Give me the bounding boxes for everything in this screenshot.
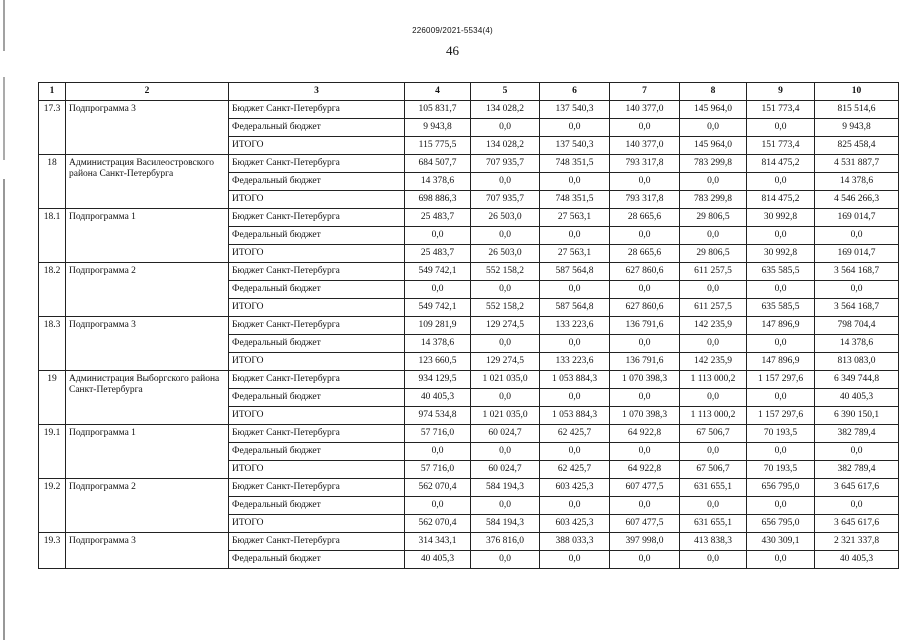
amount-cell: 14 378,6 (405, 173, 471, 191)
amount-cell: 30 992,8 (747, 209, 815, 227)
amount-cell: 57 716,0 (405, 425, 471, 443)
amount-cell: 140 377,0 (610, 101, 680, 119)
column-header: 2 (66, 83, 229, 101)
amount-cell: 151 773,4 (747, 137, 815, 155)
amount-cell: 0,0 (610, 281, 680, 299)
program-name: Подпрограмма 2 (66, 263, 229, 317)
row-number: 18.1 (39, 209, 66, 263)
amount-cell: 64 922,8 (610, 461, 680, 479)
amount-cell: 376 816,0 (471, 533, 540, 551)
amount-cell: 631 655,1 (680, 479, 747, 497)
table-row (39, 317, 899, 335)
amount-cell: 0,0 (610, 497, 680, 515)
amount-cell: 793 317,8 (610, 191, 680, 209)
amount-cell: 147 896,9 (747, 353, 815, 371)
amount-cell: 656 795,0 (747, 515, 815, 533)
amount-cell: 0,0 (540, 173, 610, 191)
amount-cell: 0,0 (405, 497, 471, 515)
amount-cell: 28 665,6 (610, 245, 680, 263)
amount-cell: 25 483,7 (405, 209, 471, 227)
amount-cell: 627 860,6 (610, 263, 680, 281)
amount-cell: 0,0 (405, 281, 471, 299)
funding-source: Бюджет Санкт-Петербурга (229, 317, 405, 335)
amount-cell: 0,0 (610, 443, 680, 461)
amount-cell: 0,0 (610, 227, 680, 245)
funding-source: Федеральный бюджет (229, 227, 405, 245)
amount-cell: 0,0 (540, 443, 610, 461)
amount-cell: 397 998,0 (610, 533, 680, 551)
amount-cell: 603 425,3 (540, 515, 610, 533)
amount-cell: 0,0 (471, 443, 540, 461)
amount-cell: 0,0 (680, 173, 747, 191)
amount-cell: 6 349 744,8 (815, 371, 899, 389)
amount-cell: 607 477,5 (610, 515, 680, 533)
column-header: 6 (540, 83, 610, 101)
amount-cell: 9 943,8 (405, 119, 471, 137)
amount-cell: 0,0 (471, 281, 540, 299)
amount-cell: 4 531 887,7 (815, 155, 899, 173)
amount-cell: 0,0 (815, 443, 899, 461)
table-row (39, 155, 899, 173)
amount-cell: 611 257,5 (680, 299, 747, 317)
amount-cell: 14 378,6 (405, 335, 471, 353)
amount-cell: 1 053 884,3 (540, 371, 610, 389)
column-header: 1 (39, 83, 66, 101)
amount-cell: 0,0 (815, 497, 899, 515)
amount-cell: 1 157 297,6 (747, 407, 815, 425)
amount-cell: 27 563,1 (540, 245, 610, 263)
amount-cell: 142 235,9 (680, 353, 747, 371)
table-row (39, 533, 899, 551)
program-name: Подпрограмма 2 (66, 479, 229, 533)
amount-cell: 627 860,6 (610, 299, 680, 317)
amount-cell: 1 113 000,2 (680, 371, 747, 389)
amount-cell: 611 257,5 (680, 263, 747, 281)
amount-cell: 151 773,4 (747, 101, 815, 119)
amount-cell: 70 193,5 (747, 425, 815, 443)
amount-cell: 6 390 150,1 (815, 407, 899, 425)
funding-source: Бюджет Санкт-Петербурга (229, 209, 405, 227)
amount-cell: 656 795,0 (747, 479, 815, 497)
amount-cell: 587 564,8 (540, 299, 610, 317)
amount-cell: 1 070 398,3 (610, 371, 680, 389)
funding-source: ИТОГО (229, 407, 405, 425)
amount-cell: 748 351,5 (540, 155, 610, 173)
amount-cell: 40 405,3 (815, 389, 899, 407)
amount-cell: 62 425,7 (540, 461, 610, 479)
program-name: Подпрограмма 3 (66, 317, 229, 371)
row-number: 19.3 (39, 533, 66, 569)
amount-cell: 26 503,0 (471, 209, 540, 227)
amount-cell: 413 838,3 (680, 533, 747, 551)
amount-cell: 814 475,2 (747, 191, 815, 209)
amount-cell: 0,0 (471, 551, 540, 569)
amount-cell: 0,0 (680, 119, 747, 137)
amount-cell: 40 405,3 (815, 551, 899, 569)
amount-cell: 1 021 035,0 (471, 407, 540, 425)
funding-source: Бюджет Санкт-Петербурга (229, 155, 405, 173)
amount-cell: 14 378,6 (815, 173, 899, 191)
amount-cell: 26 503,0 (471, 245, 540, 263)
funding-source: Бюджет Санкт-Петербурга (229, 101, 405, 119)
amount-cell: 0,0 (405, 227, 471, 245)
amount-cell: 62 425,7 (540, 425, 610, 443)
table-row (39, 425, 899, 443)
amount-cell: 934 129,5 (405, 371, 471, 389)
amount-cell: 28 665,6 (610, 209, 680, 227)
amount-cell: 1 053 884,3 (540, 407, 610, 425)
amount-cell: 0,0 (610, 173, 680, 191)
funding-source: ИТОГО (229, 461, 405, 479)
row-number: 17.3 (39, 101, 66, 155)
program-name: Администрация Выборгского района Санкт-Петербурга (66, 371, 229, 425)
amount-cell: 60 024,7 (471, 461, 540, 479)
amount-cell: 57 716,0 (405, 461, 471, 479)
amount-cell: 134 028,2 (471, 137, 540, 155)
funding-source: Федеральный бюджет (229, 389, 405, 407)
funding-source: ИТОГО (229, 137, 405, 155)
amount-cell: 631 655,1 (680, 515, 747, 533)
row-number: 18.3 (39, 317, 66, 371)
amount-cell: 0,0 (815, 227, 899, 245)
amount-cell: 4 546 266,3 (815, 191, 899, 209)
amount-cell: 798 704,4 (815, 317, 899, 335)
amount-cell: 3 564 168,7 (815, 263, 899, 281)
amount-cell: 0,0 (471, 119, 540, 137)
amount-cell: 562 070,4 (405, 515, 471, 533)
amount-cell: 0,0 (405, 443, 471, 461)
amount-cell: 137 540,3 (540, 101, 610, 119)
amount-cell: 133 223,6 (540, 317, 610, 335)
table-row (39, 479, 899, 497)
amount-cell: 552 158,2 (471, 263, 540, 281)
amount-cell: 27 563,1 (540, 209, 610, 227)
amount-cell: 0,0 (540, 551, 610, 569)
amount-cell: 67 506,7 (680, 425, 747, 443)
row-number: 18 (39, 155, 66, 209)
funding-source: Федеральный бюджет (229, 497, 405, 515)
funding-source: ИТОГО (229, 299, 405, 317)
amount-cell: 1 157 297,6 (747, 371, 815, 389)
amount-cell: 0,0 (680, 497, 747, 515)
funding-source: ИТОГО (229, 515, 405, 533)
amount-cell: 0,0 (471, 389, 540, 407)
amount-cell: 0,0 (540, 497, 610, 515)
funding-source: Федеральный бюджет (229, 551, 405, 569)
amount-cell: 0,0 (471, 227, 540, 245)
amount-cell: 105 831,7 (405, 101, 471, 119)
program-name: Подпрограмма 3 (66, 101, 229, 155)
amount-cell: 635 585,5 (747, 299, 815, 317)
amount-cell: 3 645 617,6 (815, 515, 899, 533)
column-header: 5 (471, 83, 540, 101)
column-header: 10 (815, 83, 899, 101)
program-name: Подпрограмма 1 (66, 209, 229, 263)
amount-cell: 60 024,7 (471, 425, 540, 443)
amount-cell: 40 405,3 (405, 389, 471, 407)
row-number: 19.1 (39, 425, 66, 479)
amount-cell: 0,0 (610, 389, 680, 407)
amount-cell: 169 014,7 (815, 209, 899, 227)
amount-cell: 133 223,6 (540, 353, 610, 371)
table-row (39, 209, 899, 227)
amount-cell: 140 377,0 (610, 137, 680, 155)
funding-source: Бюджет Санкт-Петербурга (229, 425, 405, 443)
amount-cell: 136 791,6 (610, 317, 680, 335)
program-name: Подпрограмма 3 (66, 533, 229, 569)
amount-cell: 1 070 398,3 (610, 407, 680, 425)
amount-cell: 635 585,5 (747, 263, 815, 281)
amount-cell: 67 506,7 (680, 461, 747, 479)
funding-source: Федеральный бюджет (229, 173, 405, 191)
amount-cell: 0,0 (747, 551, 815, 569)
amount-cell: 0,0 (540, 335, 610, 353)
amount-cell: 137 540,3 (540, 137, 610, 155)
amount-cell: 30 992,8 (747, 245, 815, 263)
amount-cell: 698 886,3 (405, 191, 471, 209)
funding-source: Бюджет Санкт-Петербурга (229, 263, 405, 281)
amount-cell: 314 343,1 (405, 533, 471, 551)
amount-cell: 0,0 (747, 119, 815, 137)
budget-table (38, 82, 899, 569)
amount-cell: 123 660,5 (405, 353, 471, 371)
amount-cell: 430 309,1 (747, 533, 815, 551)
amount-cell: 0,0 (540, 227, 610, 245)
row-number: 19 (39, 371, 66, 425)
scan-edge-mark (3, 0, 5, 640)
amount-cell: 382 789,4 (815, 461, 899, 479)
amount-cell: 584 194,3 (471, 515, 540, 533)
table-body (39, 101, 899, 569)
table-row (39, 101, 899, 119)
amount-cell: 388 033,3 (540, 533, 610, 551)
amount-cell: 0,0 (610, 335, 680, 353)
amount-cell: 0,0 (610, 551, 680, 569)
amount-cell: 783 299,8 (680, 191, 747, 209)
amount-cell: 109 281,9 (405, 317, 471, 335)
amount-cell: 3 564 168,7 (815, 299, 899, 317)
amount-cell: 0,0 (680, 227, 747, 245)
amount-cell: 0,0 (815, 281, 899, 299)
funding-source: Федеральный бюджет (229, 335, 405, 353)
amount-cell: 793 317,8 (610, 155, 680, 173)
amount-cell: 0,0 (747, 281, 815, 299)
amount-cell: 0,0 (680, 551, 747, 569)
funding-source: ИТОГО (229, 191, 405, 209)
amount-cell: 0,0 (540, 389, 610, 407)
amount-cell: 0,0 (680, 389, 747, 407)
amount-cell: 145 964,0 (680, 101, 747, 119)
amount-cell: 0,0 (747, 173, 815, 191)
table-row (39, 371, 899, 389)
amount-cell: 748 351,5 (540, 191, 610, 209)
amount-cell: 815 514,6 (815, 101, 899, 119)
amount-cell: 813 083,0 (815, 353, 899, 371)
funding-source: Федеральный бюджет (229, 119, 405, 137)
amount-cell: 603 425,3 (540, 479, 610, 497)
amount-cell: 707 935,7 (471, 155, 540, 173)
amount-cell: 0,0 (680, 443, 747, 461)
amount-cell: 0,0 (610, 119, 680, 137)
row-number: 18.2 (39, 263, 66, 317)
amount-cell: 382 789,4 (815, 425, 899, 443)
header-row (39, 83, 899, 101)
amount-cell: 0,0 (747, 389, 815, 407)
amount-cell: 0,0 (471, 173, 540, 191)
program-name: Администрация Василеостровского района Санкт-Петербурга (66, 155, 229, 209)
funding-source: Бюджет Санкт-Петербурга (229, 479, 405, 497)
amount-cell: 136 791,6 (610, 353, 680, 371)
funding-source: ИТОГО (229, 353, 405, 371)
amount-cell: 40 405,3 (405, 551, 471, 569)
amount-cell: 169 014,7 (815, 245, 899, 263)
amount-cell: 0,0 (747, 227, 815, 245)
funding-source: Бюджет Санкт-Петербурга (229, 371, 405, 389)
program-name: Подпрограмма 1 (66, 425, 229, 479)
amount-cell: 1 021 035,0 (471, 371, 540, 389)
amount-cell: 707 935,7 (471, 191, 540, 209)
amount-cell: 3 645 617,6 (815, 479, 899, 497)
table-row (39, 263, 899, 281)
amount-cell: 129 274,5 (471, 353, 540, 371)
amount-cell: 584 194,3 (471, 479, 540, 497)
funding-source: Федеральный бюджет (229, 443, 405, 461)
amount-cell: 0,0 (747, 497, 815, 515)
amount-cell: 1 113 000,2 (680, 407, 747, 425)
row-number: 19.2 (39, 479, 66, 533)
amount-cell: 0,0 (540, 281, 610, 299)
amount-cell: 562 070,4 (405, 479, 471, 497)
amount-cell: 145 964,0 (680, 137, 747, 155)
amount-cell: 25 483,7 (405, 245, 471, 263)
amount-cell: 814 475,2 (747, 155, 815, 173)
amount-cell: 0,0 (680, 281, 747, 299)
amount-cell: 587 564,8 (540, 263, 610, 281)
funding-source: Бюджет Санкт-Петербурга (229, 533, 405, 551)
amount-cell: 0,0 (680, 335, 747, 353)
amount-cell: 64 922,8 (610, 425, 680, 443)
amount-cell: 783 299,8 (680, 155, 747, 173)
funding-source: ИТОГО (229, 245, 405, 263)
amount-cell: 549 742,1 (405, 263, 471, 281)
funding-source: Федеральный бюджет (229, 281, 405, 299)
amount-cell: 129 274,5 (471, 317, 540, 335)
amount-cell: 134 028,2 (471, 101, 540, 119)
amount-cell: 70 193,5 (747, 461, 815, 479)
amount-cell: 29 806,5 (680, 245, 747, 263)
amount-cell: 142 235,9 (680, 317, 747, 335)
document-number: 226009/2021-5534(4) (412, 26, 493, 35)
amount-cell: 684 507,7 (405, 155, 471, 173)
amount-cell: 552 158,2 (471, 299, 540, 317)
amount-cell: 0,0 (747, 443, 815, 461)
amount-cell: 115 775,5 (405, 137, 471, 155)
column-header: 9 (747, 83, 815, 101)
amount-cell: 9 943,8 (815, 119, 899, 137)
amount-cell: 974 534,8 (405, 407, 471, 425)
amount-cell: 0,0 (471, 335, 540, 353)
page-number: 46 (446, 43, 459, 58)
amount-cell: 2 321 337,8 (815, 533, 899, 551)
amount-cell: 14 378,6 (815, 335, 899, 353)
amount-cell: 147 896,9 (747, 317, 815, 335)
column-header: 7 (610, 83, 680, 101)
column-header: 4 (405, 83, 471, 101)
amount-cell: 607 477,5 (610, 479, 680, 497)
amount-cell: 29 806,5 (680, 209, 747, 227)
column-header: 8 (680, 83, 747, 101)
amount-cell: 825 458,4 (815, 137, 899, 155)
amount-cell: 0,0 (747, 335, 815, 353)
column-header: 3 (229, 83, 405, 101)
amount-cell: 0,0 (471, 497, 540, 515)
amount-cell: 549 742,1 (405, 299, 471, 317)
amount-cell: 0,0 (540, 119, 610, 137)
